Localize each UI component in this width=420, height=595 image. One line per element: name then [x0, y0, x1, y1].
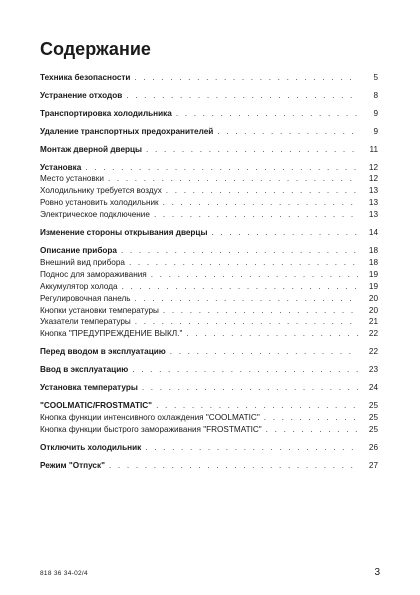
toc-entry-label: Кнопка "ПРЕДУПРЕЖДЕНИЕ ВЫКЛ.": [40, 329, 183, 339]
toc-section: [40, 245, 378, 340]
toc-entry-page: 20: [368, 305, 378, 315]
toc-entry-label: Режим "Отпуск": [40, 460, 105, 470]
toc-entry-label: "COOLMATIC/FROSTMATIC": [40, 400, 153, 410]
toc-entry[interactable]: [40, 364, 378, 376]
toc-entry[interactable]: [40, 185, 378, 197]
toc-entry-page: 24: [368, 383, 378, 393]
toc-entry-label: Кнопки установки температуры: [40, 305, 159, 315]
dot-leader: [108, 173, 358, 185]
toc-entry-label: Холодильнику требуется воздух: [40, 186, 162, 196]
table-of-contents: [40, 38, 378, 477]
dot-leader: [264, 412, 358, 424]
dot-leader: [85, 162, 358, 174]
toc-entry[interactable]: [40, 293, 378, 305]
toc-entry[interactable]: [40, 72, 378, 84]
dot-leader: [154, 209, 358, 221]
toc-entry-label: Внешний вид прибора: [40, 257, 125, 267]
toc-section: [40, 126, 378, 138]
toc-section: [40, 382, 378, 394]
toc-section: [40, 460, 378, 472]
toc-section: [40, 72, 378, 84]
dot-leader: [134, 72, 358, 84]
toc-entry-label: Установка: [40, 162, 82, 172]
toc-entry[interactable]: [40, 257, 378, 269]
dot-leader: [142, 382, 358, 394]
toc-entry-label: Отключить холодильник: [40, 442, 142, 452]
dot-leader: [135, 316, 358, 328]
dot-leader: [266, 424, 358, 436]
toc-entry-label: Аккумулятор холода: [40, 281, 118, 291]
toc-entry-page: 26: [368, 442, 378, 452]
toc-entry-label: Ввод в эксплуатацию: [40, 365, 129, 375]
toc-entry-page: 9: [373, 108, 378, 118]
toc-entry-label: Транспортировка холодильника: [40, 108, 172, 118]
dot-leader: [163, 197, 358, 209]
toc-section: [40, 227, 378, 239]
toc-entry-label: Монтаж дверной дверцы: [40, 144, 143, 154]
toc-entry[interactable]: [40, 316, 378, 328]
toc-section: [40, 346, 378, 358]
toc-entry-page: 25: [368, 424, 378, 434]
toc-entry-label: Кнопка функции интенсивного охлаждения "COOLMATIC": [40, 412, 260, 422]
toc-entry[interactable]: [40, 209, 378, 221]
toc-entry[interactable]: [40, 382, 378, 394]
toc-entry-page: 18: [368, 257, 378, 267]
toc-entry[interactable]: [40, 197, 378, 209]
toc-entry[interactable]: [40, 162, 378, 174]
toc-entry-label: Указатели температуры: [40, 317, 131, 327]
dot-leader: [129, 257, 358, 269]
toc-entry[interactable]: [40, 227, 378, 239]
toc-entry[interactable]: [40, 126, 378, 138]
toc-entry-label: Электрическое подключение: [40, 210, 150, 220]
toc-entry-page: 19: [368, 269, 378, 279]
dot-leader: [170, 346, 358, 358]
toc-entry[interactable]: [40, 305, 378, 317]
toc-section: [40, 162, 378, 222]
toc-entry-page: 20: [368, 293, 378, 303]
page-title: Содержание: [40, 39, 151, 59]
dot-leader: [135, 293, 358, 305]
toc-entry-page: 5: [373, 73, 378, 82]
toc-entry-label: Место установки: [40, 174, 104, 184]
toc-entry-page: 11: [369, 144, 378, 154]
dot-leader: [132, 364, 358, 376]
toc-section: [40, 400, 378, 436]
dot-leader: [145, 442, 358, 454]
toc-entry-page: 23: [368, 365, 378, 375]
toc-entry-page: 18: [368, 245, 378, 255]
toc-entry-label: Изменение стороны открывания дверцы: [40, 228, 208, 238]
toc-section: [40, 144, 378, 156]
dot-leader: [126, 90, 358, 102]
toc-entry-page: 13: [368, 210, 378, 220]
toc-entry-page: 22: [368, 329, 378, 339]
toc-entry-page: 13: [368, 186, 378, 196]
dot-leader: [186, 328, 358, 340]
toc-entry[interactable]: [40, 281, 378, 293]
toc-entry[interactable]: [40, 412, 378, 424]
toc-section: [40, 442, 378, 454]
toc-entry[interactable]: [40, 245, 378, 257]
dot-leader: [151, 269, 358, 281]
toc-entry-label: Кнопка функции быстрого замораживания "FROSTMATIC": [40, 424, 262, 434]
dot-leader: [122, 281, 358, 293]
toc-entry[interactable]: [40, 424, 378, 436]
toc-entry-label: Ровно установить холодильник: [40, 198, 159, 208]
toc-section: [40, 108, 378, 120]
dot-leader: [156, 400, 358, 412]
toc-entry-page: 25: [368, 412, 378, 422]
toc-entry[interactable]: [40, 400, 378, 412]
page-number: 3: [374, 567, 380, 578]
dot-leader: [163, 305, 358, 317]
toc-entry-page: 19: [368, 281, 378, 291]
toc-entry-page: 14: [368, 228, 378, 238]
toc-entry-page: 21: [368, 317, 378, 327]
toc-entry-label: Описание прибора: [40, 245, 117, 255]
toc-entry-page: 12: [368, 162, 378, 172]
toc-entry-label: Удаление транспортных предохранителей: [40, 126, 214, 136]
toc-entry-label: Регулировочная панель: [40, 293, 131, 303]
toc-entry-page: 13: [368, 198, 378, 208]
toc-entry[interactable]: [40, 269, 378, 281]
toc-section: [40, 90, 378, 102]
toc-entry-page: 25: [368, 400, 378, 410]
toc-entry-label: Поднос для замораживания: [40, 269, 147, 279]
toc-list: [40, 72, 378, 471]
toc-entry[interactable]: [40, 442, 378, 454]
toc-entry-label: Устранение отходов: [40, 90, 123, 100]
toc-entry[interactable]: [40, 328, 378, 340]
dot-leader: [146, 144, 358, 156]
toc-entry[interactable]: [40, 346, 378, 358]
toc-entry-page: 8: [373, 90, 378, 100]
toc-entry[interactable]: [40, 144, 378, 156]
toc-entry-page: 12: [368, 174, 378, 184]
toc-entry-page: 9: [373, 126, 378, 136]
toc-entry[interactable]: [40, 460, 378, 472]
toc-entry-label: Техника безопасности: [40, 73, 131, 82]
toc-section: [40, 364, 378, 376]
toc-entry[interactable]: [40, 108, 378, 120]
toc-entry-label: Установка температуры: [40, 383, 138, 393]
toc-entry-page: 22: [368, 347, 378, 357]
dot-leader: [217, 126, 358, 138]
dot-leader: [176, 108, 358, 120]
document-code: 818 36 34-02/4: [40, 570, 88, 577]
dot-leader: [166, 185, 358, 197]
dot-leader: [211, 227, 358, 239]
dot-leader: [109, 460, 358, 472]
dot-leader: [121, 245, 358, 257]
toc-entry-label: Перед вводом в эксплуатацию: [40, 347, 166, 357]
toc-entry[interactable]: [40, 173, 378, 185]
toc-entry[interactable]: [40, 90, 378, 102]
toc-entry-page: 27: [368, 460, 378, 470]
